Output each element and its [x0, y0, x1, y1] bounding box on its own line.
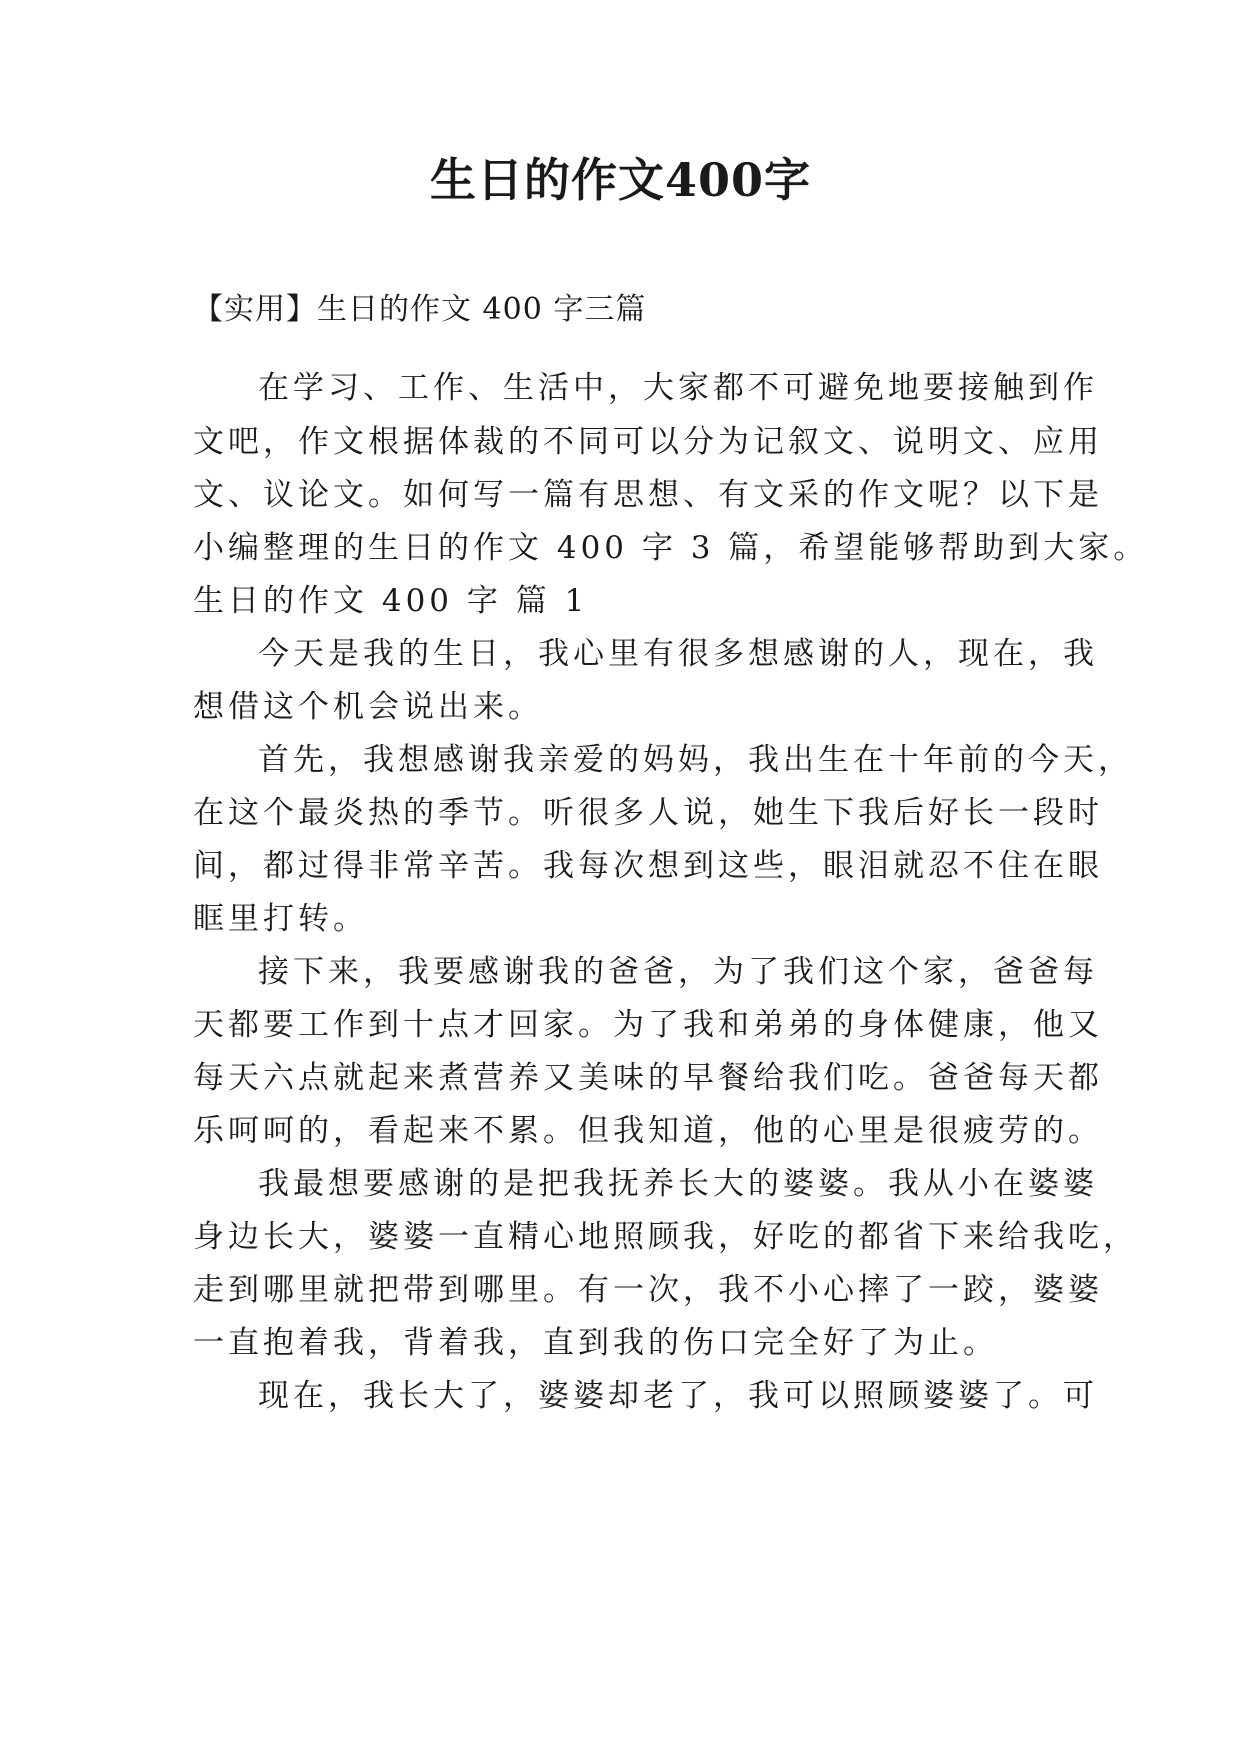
- document-subtitle: 【实用】生日的作文 400 字三篇: [193, 292, 647, 327]
- text-line: 眶里打转。: [193, 901, 368, 937]
- text-line: 在这个最炎热的季节。听很多人说，她生下我后好长一段时: [193, 795, 1103, 831]
- text-line: 文、议论文。如何写一篇有思想、有文采的作文呢？以下是: [193, 477, 1103, 513]
- text-line: 今天是我的生日，我心里有很多想感谢的人，现在，我: [258, 636, 1098, 672]
- text-line: 每天六点就起来煮营养又美味的早餐给我们吃。爸爸每天都: [193, 1060, 1103, 1096]
- text-line: 接下来，我要感谢我的爸爸，为了我们这个家，爸爸每: [258, 954, 1098, 990]
- text-line: 在学习、工作、生活中，大家都不可避免地要接触到作: [258, 370, 1098, 406]
- text-line: 首先，我想感谢我亲爱的妈妈，我出生在十年前的今天，: [258, 742, 1133, 778]
- text-line: 天都要工作到十点才回家。为了我和弟弟的身体健康，他又: [193, 1007, 1103, 1043]
- text-line: 身边长大，婆婆一直精心地照顾我，好吃的都省下来给我吃，: [193, 1219, 1138, 1255]
- text-line: 走到哪里就把带到哪里。有一次，我不小心摔了一跤，婆婆: [193, 1272, 1103, 1308]
- document-title: 生日的作文400字: [429, 153, 812, 207]
- section-heading: 生日的作文 400 字 篇 1: [193, 583, 589, 619]
- text-line: 想借这个机会说出来。: [193, 689, 543, 725]
- text-line: 乐呵呵的，看起来不累。但我知道，他的心里是很疲劳的。: [193, 1113, 1103, 1149]
- text-line: 现在，我长大了，婆婆却老了，我可以照顾婆婆了。可: [258, 1378, 1098, 1414]
- text-line: 一直抱着我，背着我，直到我的伤口完全好了为止。: [193, 1325, 998, 1361]
- text-line: 我最想要感谢的是把我抚养长大的婆婆。我从小在婆婆: [258, 1166, 1098, 1202]
- text-line: 间，都过得非常辛苦。我每次想到这些，眼泪就忍不住在眼: [193, 848, 1103, 884]
- text-line: 小编整理的生日的作文 400 字 3 篇，希望能够帮助到大家。: [193, 530, 1149, 566]
- text-line: 文吧，作文根据体裁的不同可以分为记叙文、说明文、应用: [193, 424, 1103, 460]
